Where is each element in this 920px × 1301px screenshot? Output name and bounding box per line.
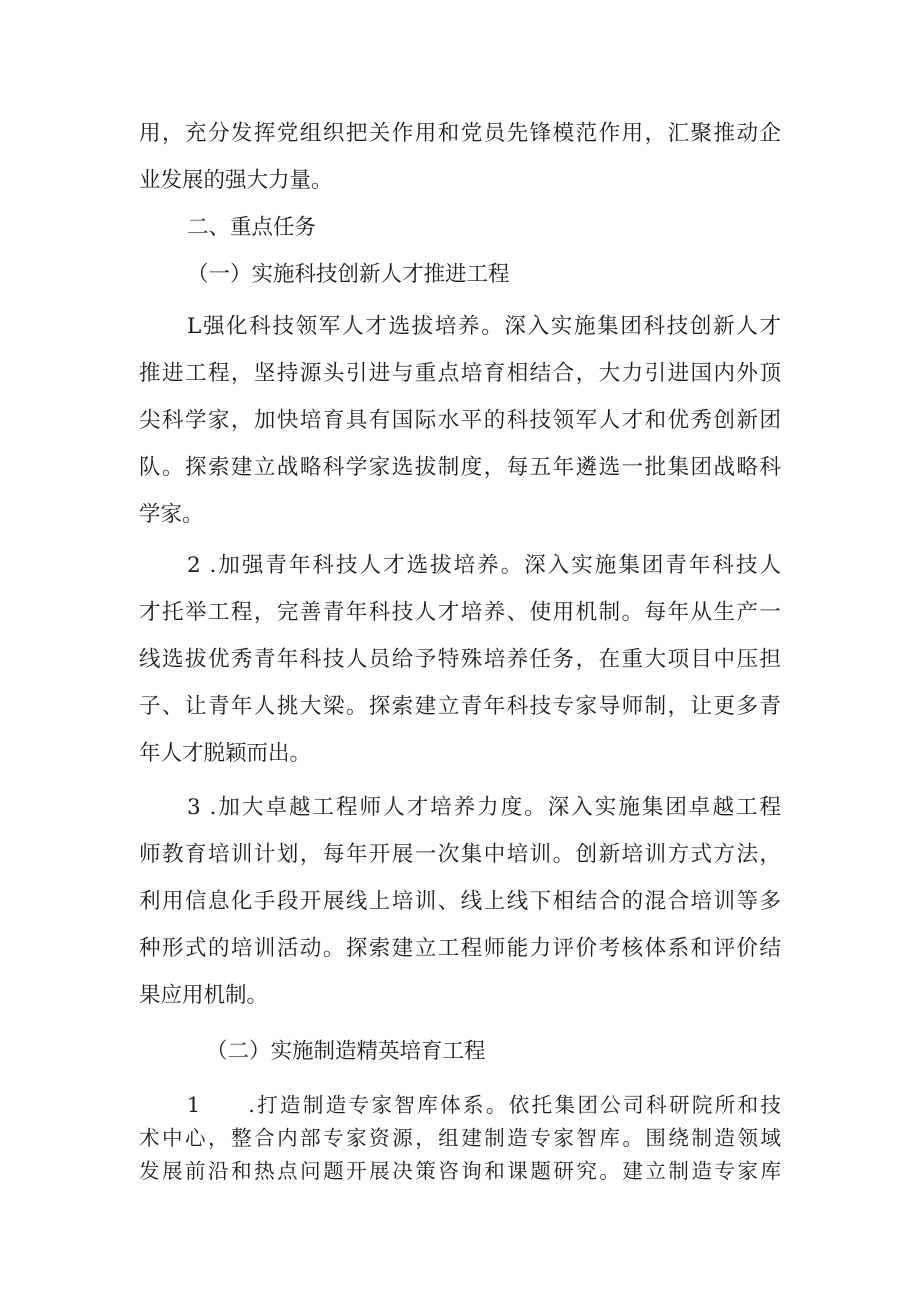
- subsection-heading-1: （一）实施科技创新人才推进工程: [187, 262, 510, 287]
- text-line-5: L强化科技领军人才选拔培养。深入实施集团科技创新人才: [187, 314, 781, 339]
- text-line-17: 利用信息化手段开展线上培训、线上线下相结合的混合培训等多: [139, 889, 781, 914]
- text-line-19: 果应用机制。: [139, 983, 269, 1008]
- text-line-6: 推进工程，坚持源头引进与重点培育相结合，大力引进国内外顶: [139, 361, 781, 386]
- text-line-21: 1 .打造制造专家智库体系。依托集团公司科研院所和技: [187, 1093, 781, 1117]
- text-line-7: 尖科学家，加快培育具有国际水平的科技领军人才和优秀创新团: [139, 408, 781, 433]
- text-line-15: 3 .加大卓越工程师人才培养力度。深入实施集团卓越工程: [187, 795, 781, 820]
- text-line-13: 子、让青年人挑大梁。探索建立青年科技专家导师制，让更多青: [139, 694, 781, 719]
- subsection-heading-2: （二）实施制造精英培育工程: [206, 1039, 486, 1064]
- text-line-11: 才托举工程，完善青年科技人才培养、使用机制。每年从生产一: [139, 600, 781, 625]
- text-line-2: 业发展的强大力量。: [139, 168, 333, 193]
- text-line-9: 学家。: [139, 502, 204, 527]
- section-heading-key-tasks: 二、重点任务: [187, 215, 317, 240]
- text-line-12: 线选拔优秀青年科技人员给予特殊培养任务，在重大项目中压担: [139, 647, 781, 672]
- text-line-8: 队。探索建立战略科学家选拔制度，每五年遴选一批集团战略科: [139, 455, 781, 480]
- text-line-18: 种形式的培训活动。探索建立工程师能力评价考核体系和评价结: [139, 936, 781, 961]
- text-line-1: 用，充分发挥党组织把关作用和党员先锋模范作用，汇聚推动企: [139, 121, 781, 146]
- text-line-16: 师教育培训计划，每年开展一次集中培训。创新培训方式方法，: [139, 842, 781, 867]
- text-line-10: 2 .加强青年科技人才选拔培养。深入实施集团青年科技人: [187, 553, 781, 578]
- text-line-23: 发展前沿和热点问题开展决策咨询和课题研究。建立制造专家库: [139, 1159, 781, 1183]
- text-line-14: 年人才脱颖而出。: [139, 741, 312, 766]
- text-line-22: 术中心，整合内部专家资源，组建制造专家智库。围绕制造领域: [139, 1126, 781, 1150]
